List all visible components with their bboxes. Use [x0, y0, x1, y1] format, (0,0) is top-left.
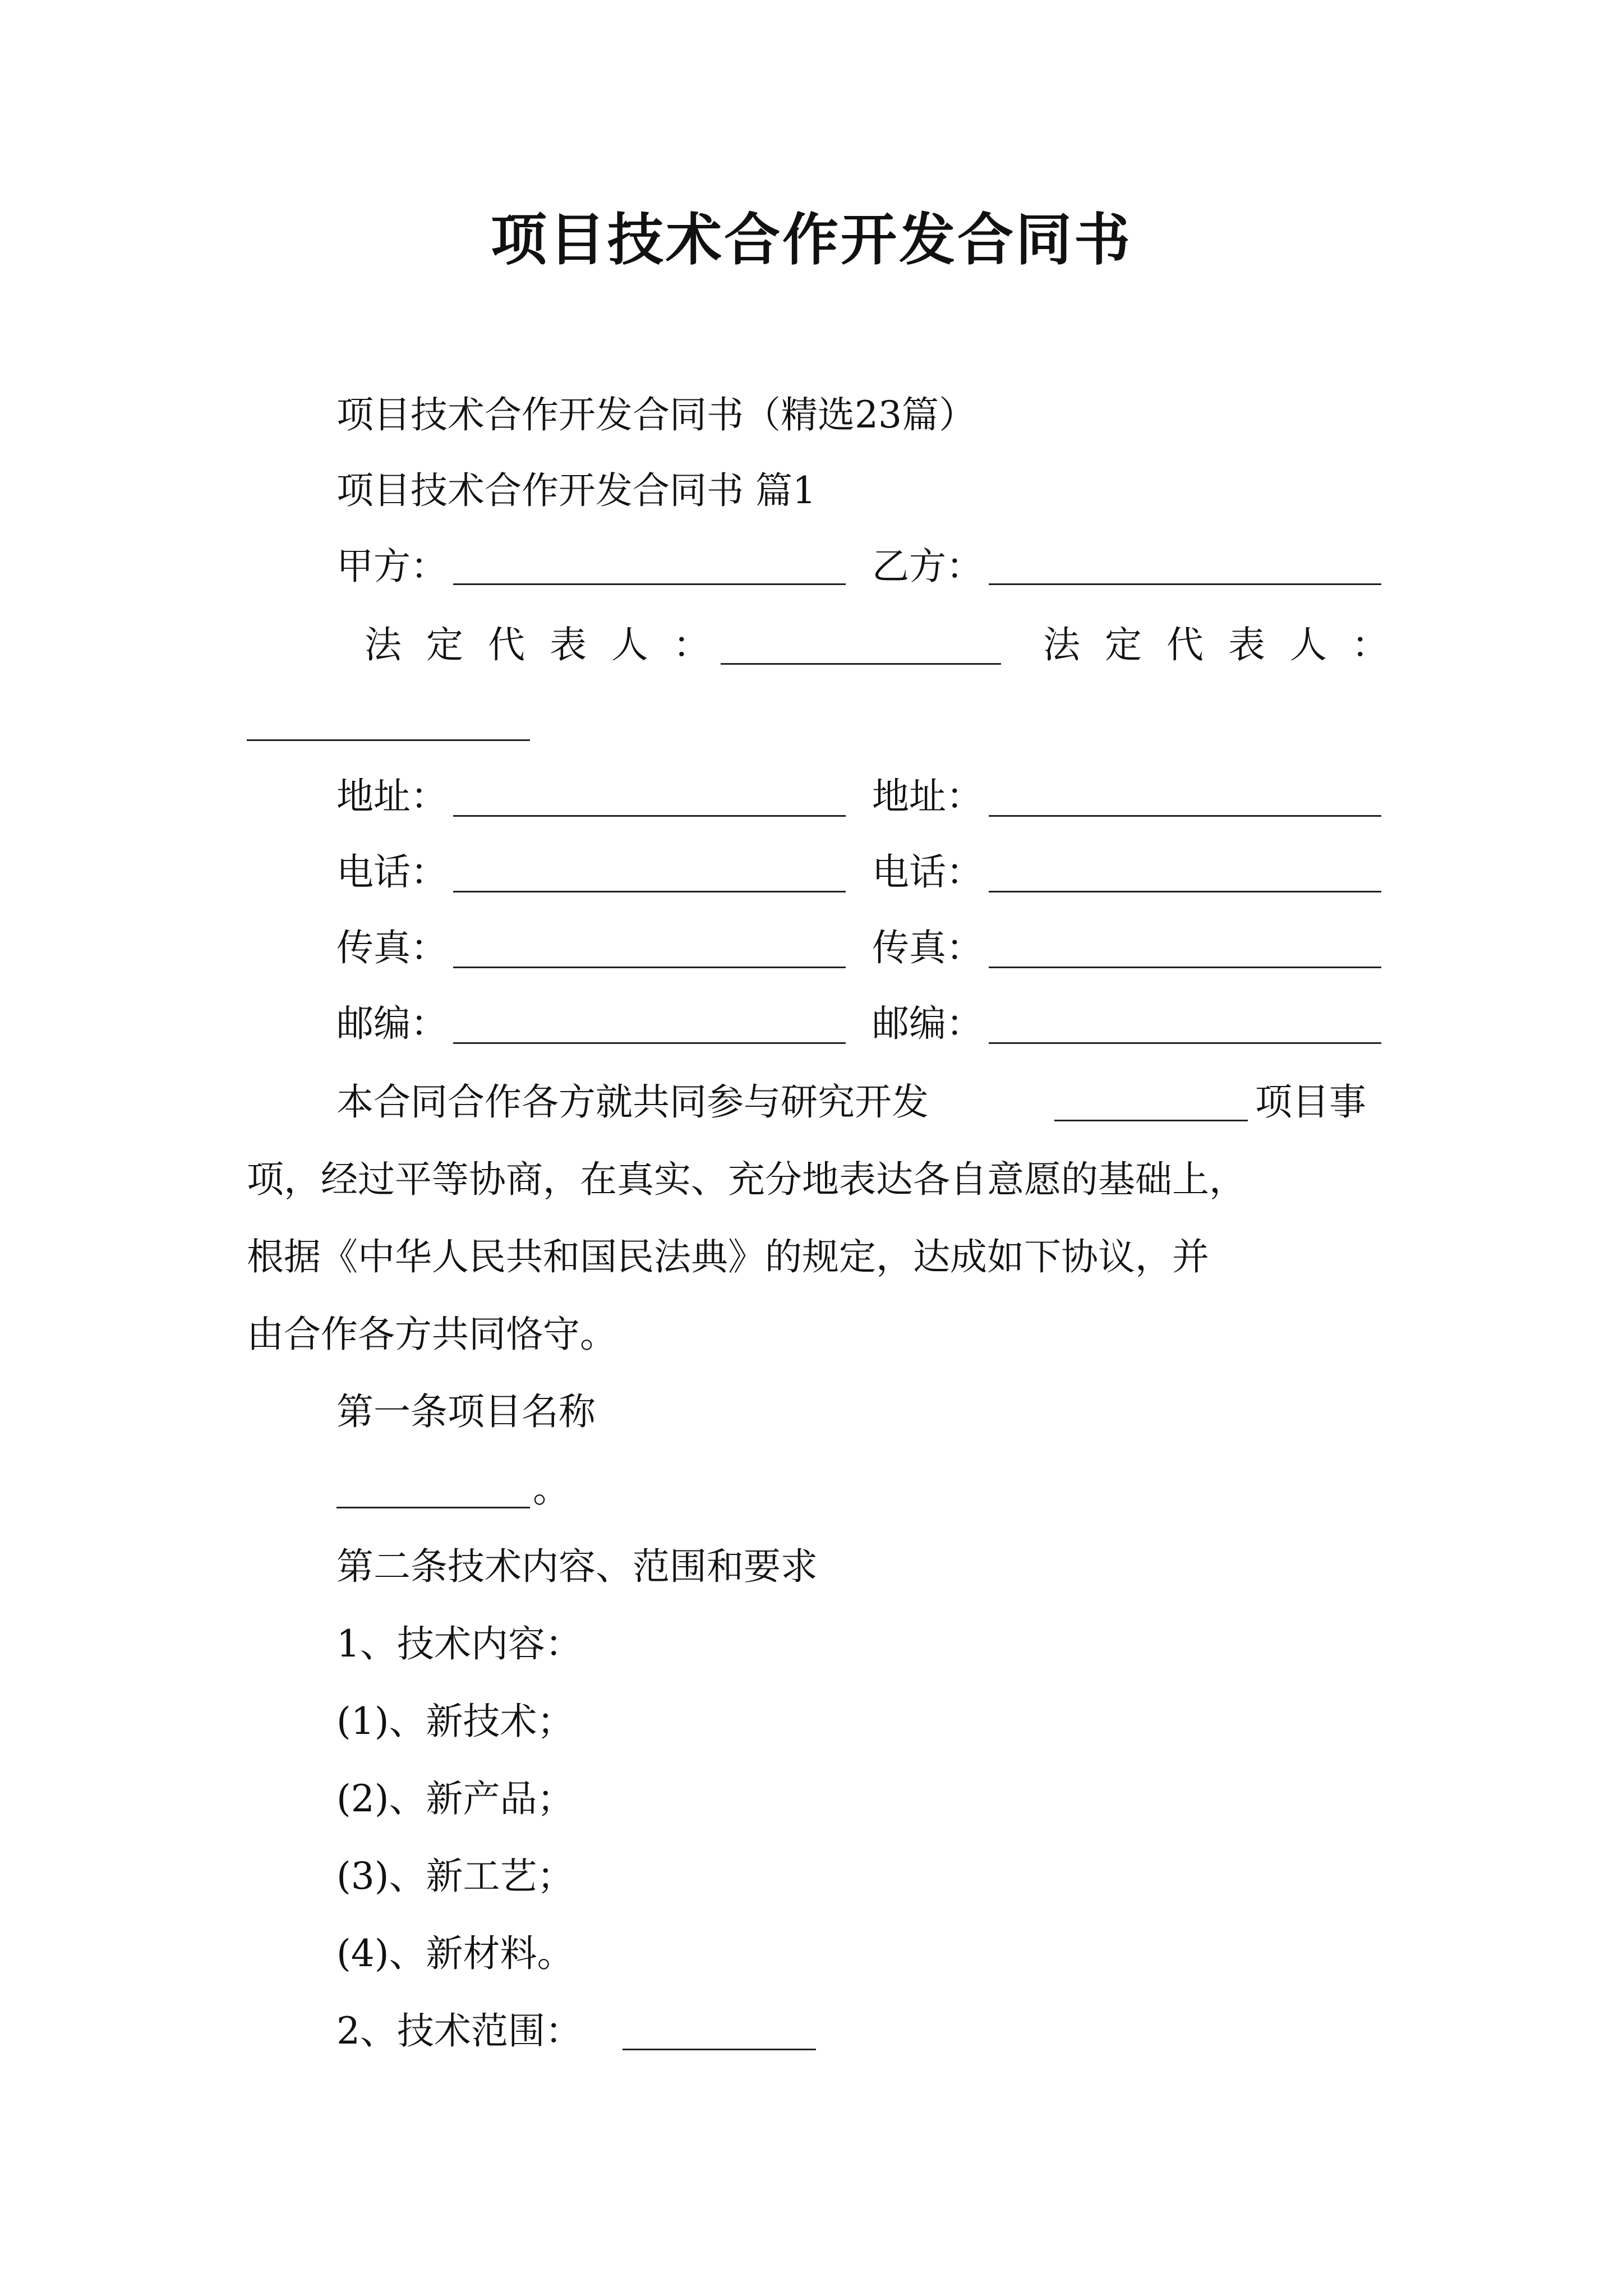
list-item: (2)、新产品； — [336, 1777, 574, 1820]
postcode-b-blank — [989, 1042, 1381, 1044]
party-a-blank — [453, 583, 846, 585]
phone-b-label: 电话： — [872, 850, 983, 894]
fax-a-label: 传真： — [336, 926, 448, 969]
address-a-blank — [453, 815, 846, 817]
subtitle: 项目技术合作开发合同书（精选23篇） — [336, 393, 976, 436]
legal-rep-b-blank — [247, 739, 530, 741]
list-item: (1)、新技术； — [336, 1700, 574, 1743]
party-b-blank — [989, 583, 1381, 585]
party-b-label: 乙方： — [872, 545, 983, 588]
address-b-blank — [989, 815, 1381, 817]
intro-line-4: 由合作各方共同恪守。 — [247, 1313, 617, 1356]
article-1-end: 。 — [533, 1467, 570, 1511]
tech-scope-blank — [623, 2049, 816, 2050]
legal-rep-a-label: 法定代表人： — [365, 623, 735, 666]
part-heading: 项目技术合作开发合同书 篇1 — [336, 469, 816, 512]
list-item: (4)、新材料。 — [336, 1932, 574, 1975]
intro-line-1b: 项目事 — [1255, 1080, 1366, 1124]
list-item: (3)、新工艺； — [336, 1855, 574, 1898]
fax-b-label: 传真： — [872, 926, 983, 969]
fax-b-blank — [989, 967, 1381, 968]
project-name-blank — [336, 1507, 530, 1508]
intro-line-2: 项，经过平等协商，在真实、充分地表达各自意愿的基础上， — [247, 1158, 1246, 1201]
project-blank — [1054, 1120, 1248, 1121]
phone-a-label: 电话： — [336, 850, 448, 894]
legal-rep-a-blank — [721, 663, 1001, 665]
legal-rep-b-label: 法定代表人： — [1043, 623, 1413, 666]
phone-a-blank — [453, 891, 846, 892]
tech-scope-heading: 2、技术范围： — [336, 2009, 582, 2053]
intro-line-3: 根据《中华人民共和国民法典》的规定，达成如下协议，并 — [247, 1235, 1209, 1278]
article-1-heading: 第一条项目名称 — [336, 1390, 596, 1433]
phone-b-blank — [989, 891, 1381, 892]
party-a-label: 甲方： — [336, 545, 448, 588]
intro-line-1a: 本合同合作各方就共同参与研究开发 — [336, 1080, 929, 1124]
article-2-heading: 第二条技术内容、范围和要求 — [336, 1545, 818, 1588]
postcode-a-label: 邮编： — [336, 1002, 448, 1045]
postcode-b-label: 邮编： — [872, 1002, 983, 1045]
tech-content-heading: 1、技术内容： — [336, 1622, 582, 1665]
document-title: 项目技术合作开发合同书 — [491, 207, 1132, 273]
address-a-label: 地址： — [336, 775, 448, 818]
postcode-a-blank — [453, 1042, 846, 1044]
address-b-label: 地址： — [872, 775, 983, 818]
fax-a-blank — [453, 967, 846, 968]
